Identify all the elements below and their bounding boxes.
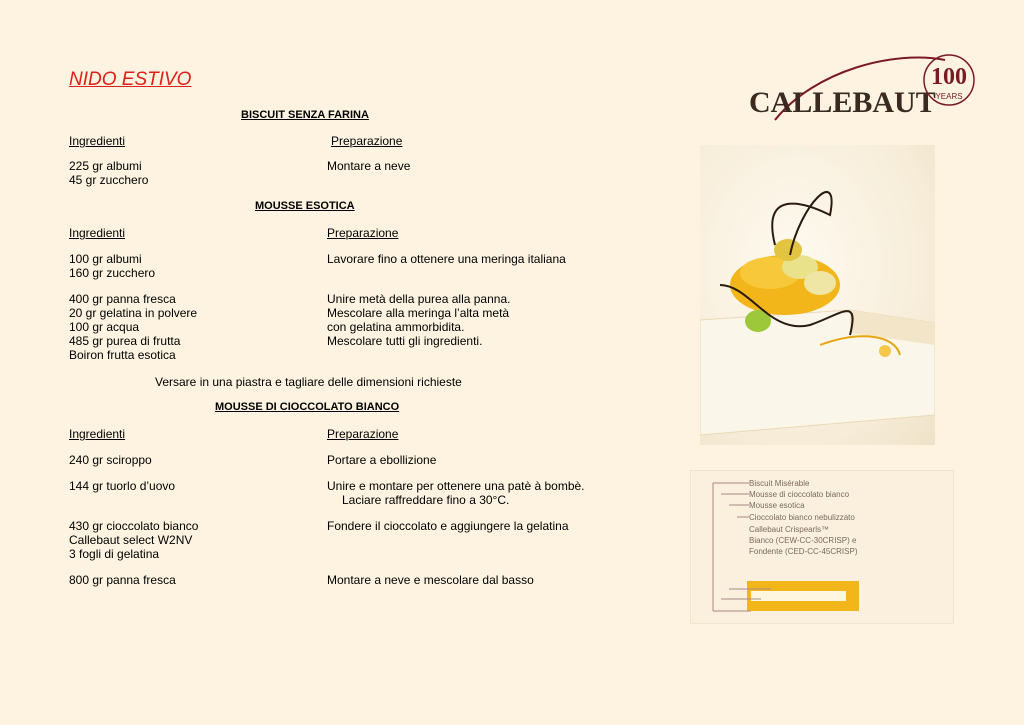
preparation-line: Lavorare fino a ottenere una meringa italiana <box>327 252 566 266</box>
diagram-label: Bianco (CEW-CC-30CRISP) e <box>749 536 857 545</box>
preparation-line: Montare a neve e mescolare dal basso <box>327 573 534 587</box>
ingredient-line: 240 gr sciroppo <box>69 453 152 467</box>
callebaut-logo <box>745 50 980 130</box>
page-title: NIDO ESTIVO <box>69 69 192 90</box>
ingredient-line: 160 gr zucchero <box>69 266 156 280</box>
diagram-label: Cioccolato bianco nebulizzato <box>749 513 855 522</box>
ingredient-line: 800 gr panna fresca <box>69 573 176 587</box>
ingredients-label: Ingredienti <box>69 134 126 148</box>
preparation-line: Laciare raffreddare fino a 30°C. <box>342 493 510 507</box>
diagram-label: Biscuit Misérable <box>749 479 810 488</box>
ingredient-line: 430 gr cioccolato bianco <box>69 519 199 533</box>
section-heading-mousse-cioccolato: MOUSSE DI CIOCCOLATO BIANCO <box>215 401 400 413</box>
layer-diagram <box>690 470 954 624</box>
preparation-label: Preparazione <box>327 226 399 240</box>
diagram-label: Mousse di cioccolato bianco <box>749 490 850 499</box>
anniversary-unit: YEARS <box>935 92 963 101</box>
preparation-line: Portare a ebollizione <box>327 453 437 467</box>
ingredient-line: 45 gr zucchero <box>69 173 149 187</box>
diagram-label: Callebaut Crispearls™ <box>749 525 830 534</box>
ingredient-line: 400 gr panna fresca <box>69 292 176 306</box>
ingredient-line: 3 fogli di gelatina <box>69 547 160 561</box>
brand-name: CALLEBAUT <box>749 86 936 119</box>
ingredient-line: 225 gr albumi <box>69 159 142 173</box>
ingredient-line: 485 gr purea di frutta <box>69 334 181 348</box>
ingredients-label: Ingredienti <box>69 427 126 441</box>
diagram-label: Mousse esotica <box>749 501 805 510</box>
preparation-line: Mescolare alla meringa l’alta metà <box>327 306 510 320</box>
ingredient-line: 100 gr acqua <box>69 320 140 334</box>
ingredient-line: Boiron frutta esotica <box>69 348 176 362</box>
preparation-label: Preparazione <box>327 427 399 441</box>
preparation-line: Mescolare tutti gli ingredienti. <box>327 334 483 348</box>
preparation-line: Unire e montare per ottenere una patè à bombè. <box>327 479 585 493</box>
instruction-note: Versare in una piastra e tagliare delle dimensioni richieste <box>155 375 462 389</box>
section-heading-biscuit: BISCUIT SENZA FARINA <box>241 109 369 121</box>
section-heading-mousse-esotica: MOUSSE ESOTICA <box>255 200 355 212</box>
ingredients-label: Ingredienti <box>69 226 126 240</box>
dessert-photo <box>700 145 935 445</box>
ingredient-line: 100 gr albumi <box>69 252 142 266</box>
preparation-line: Fondere il cioccolato e aggiungere la gelatina <box>327 519 569 533</box>
ingredient-line: 20 gr gelatina in polvere <box>69 306 198 320</box>
preparation-line: Montare a neve <box>327 159 411 173</box>
preparation-line: con gelatina ammorbidita. <box>327 320 465 334</box>
preparation-line: Unire metà della purea alla panna. <box>327 292 511 306</box>
ingredient-line: Callebaut select W2NV <box>69 533 193 547</box>
ingredient-line: 144 gr tuorlo d’uovo <box>69 479 176 493</box>
diagram-label: Fondente (CED-CC-45CRISP) <box>749 547 858 556</box>
anniversary-number: 100 <box>931 64 967 90</box>
preparation-label: Preparazione <box>331 134 403 148</box>
dessert-illustration <box>700 145 935 445</box>
